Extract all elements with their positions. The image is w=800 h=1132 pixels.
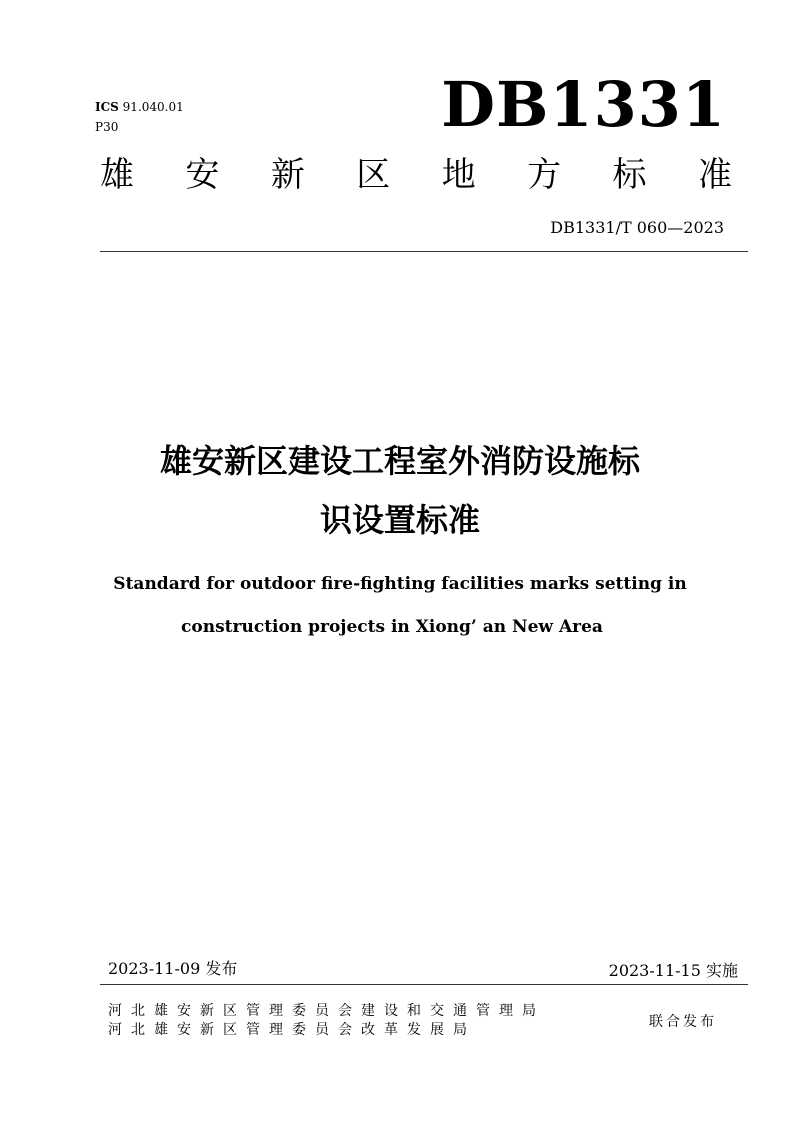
issue-date-value: 2023-11-09 <box>108 959 201 978</box>
implementation-date <box>609 960 738 982</box>
title-en-line-2: construction projects in Xiong’ an New Area <box>181 617 603 637</box>
ics-label: ICS <box>95 100 119 114</box>
heading-char: 地 <box>441 155 476 195</box>
title-en-line-1: Standard for outdoor fire-fighting facilities marks setting in <box>113 574 687 594</box>
joint-release: 联合发布 <box>649 1014 717 1030</box>
heading-char: 安 <box>185 155 220 195</box>
heading-char: 准 <box>697 155 732 195</box>
standard-number: DB1331/T 060—2023 <box>550 218 724 237</box>
issuer-2: 河北雄安新区管理委员会改革发展局 <box>108 1022 476 1038</box>
implementation-date-value: 2023-11-15 <box>608 961 701 980</box>
issuer-1: 河北雄安新区管理委员会建设和交通管理局 <box>108 1003 545 1019</box>
local-standard-heading <box>100 155 732 195</box>
ics-code: 91.040.01 <box>122 100 184 114</box>
issue-date-suffix: 发布 <box>205 959 238 978</box>
implementation-date-suffix: 实施 <box>705 961 738 980</box>
title-cn-line-1: 雄安新区建设工程室外消防设施标 <box>159 442 640 480</box>
heading-char: 新 <box>270 155 305 195</box>
heading-char: 标 <box>612 155 647 195</box>
footer-divider <box>100 984 748 985</box>
category-code: P30 <box>95 120 119 134</box>
heading-char: 方 <box>527 155 562 195</box>
standard-code: DB1331 <box>441 68 726 141</box>
issue-date <box>108 958 237 980</box>
ics-classification <box>95 99 184 115</box>
heading-char: 区 <box>356 155 391 195</box>
title-cn-line-2: 识设置标准 <box>319 501 480 539</box>
heading-char: 雄 <box>100 155 134 195</box>
header-divider <box>100 251 748 252</box>
